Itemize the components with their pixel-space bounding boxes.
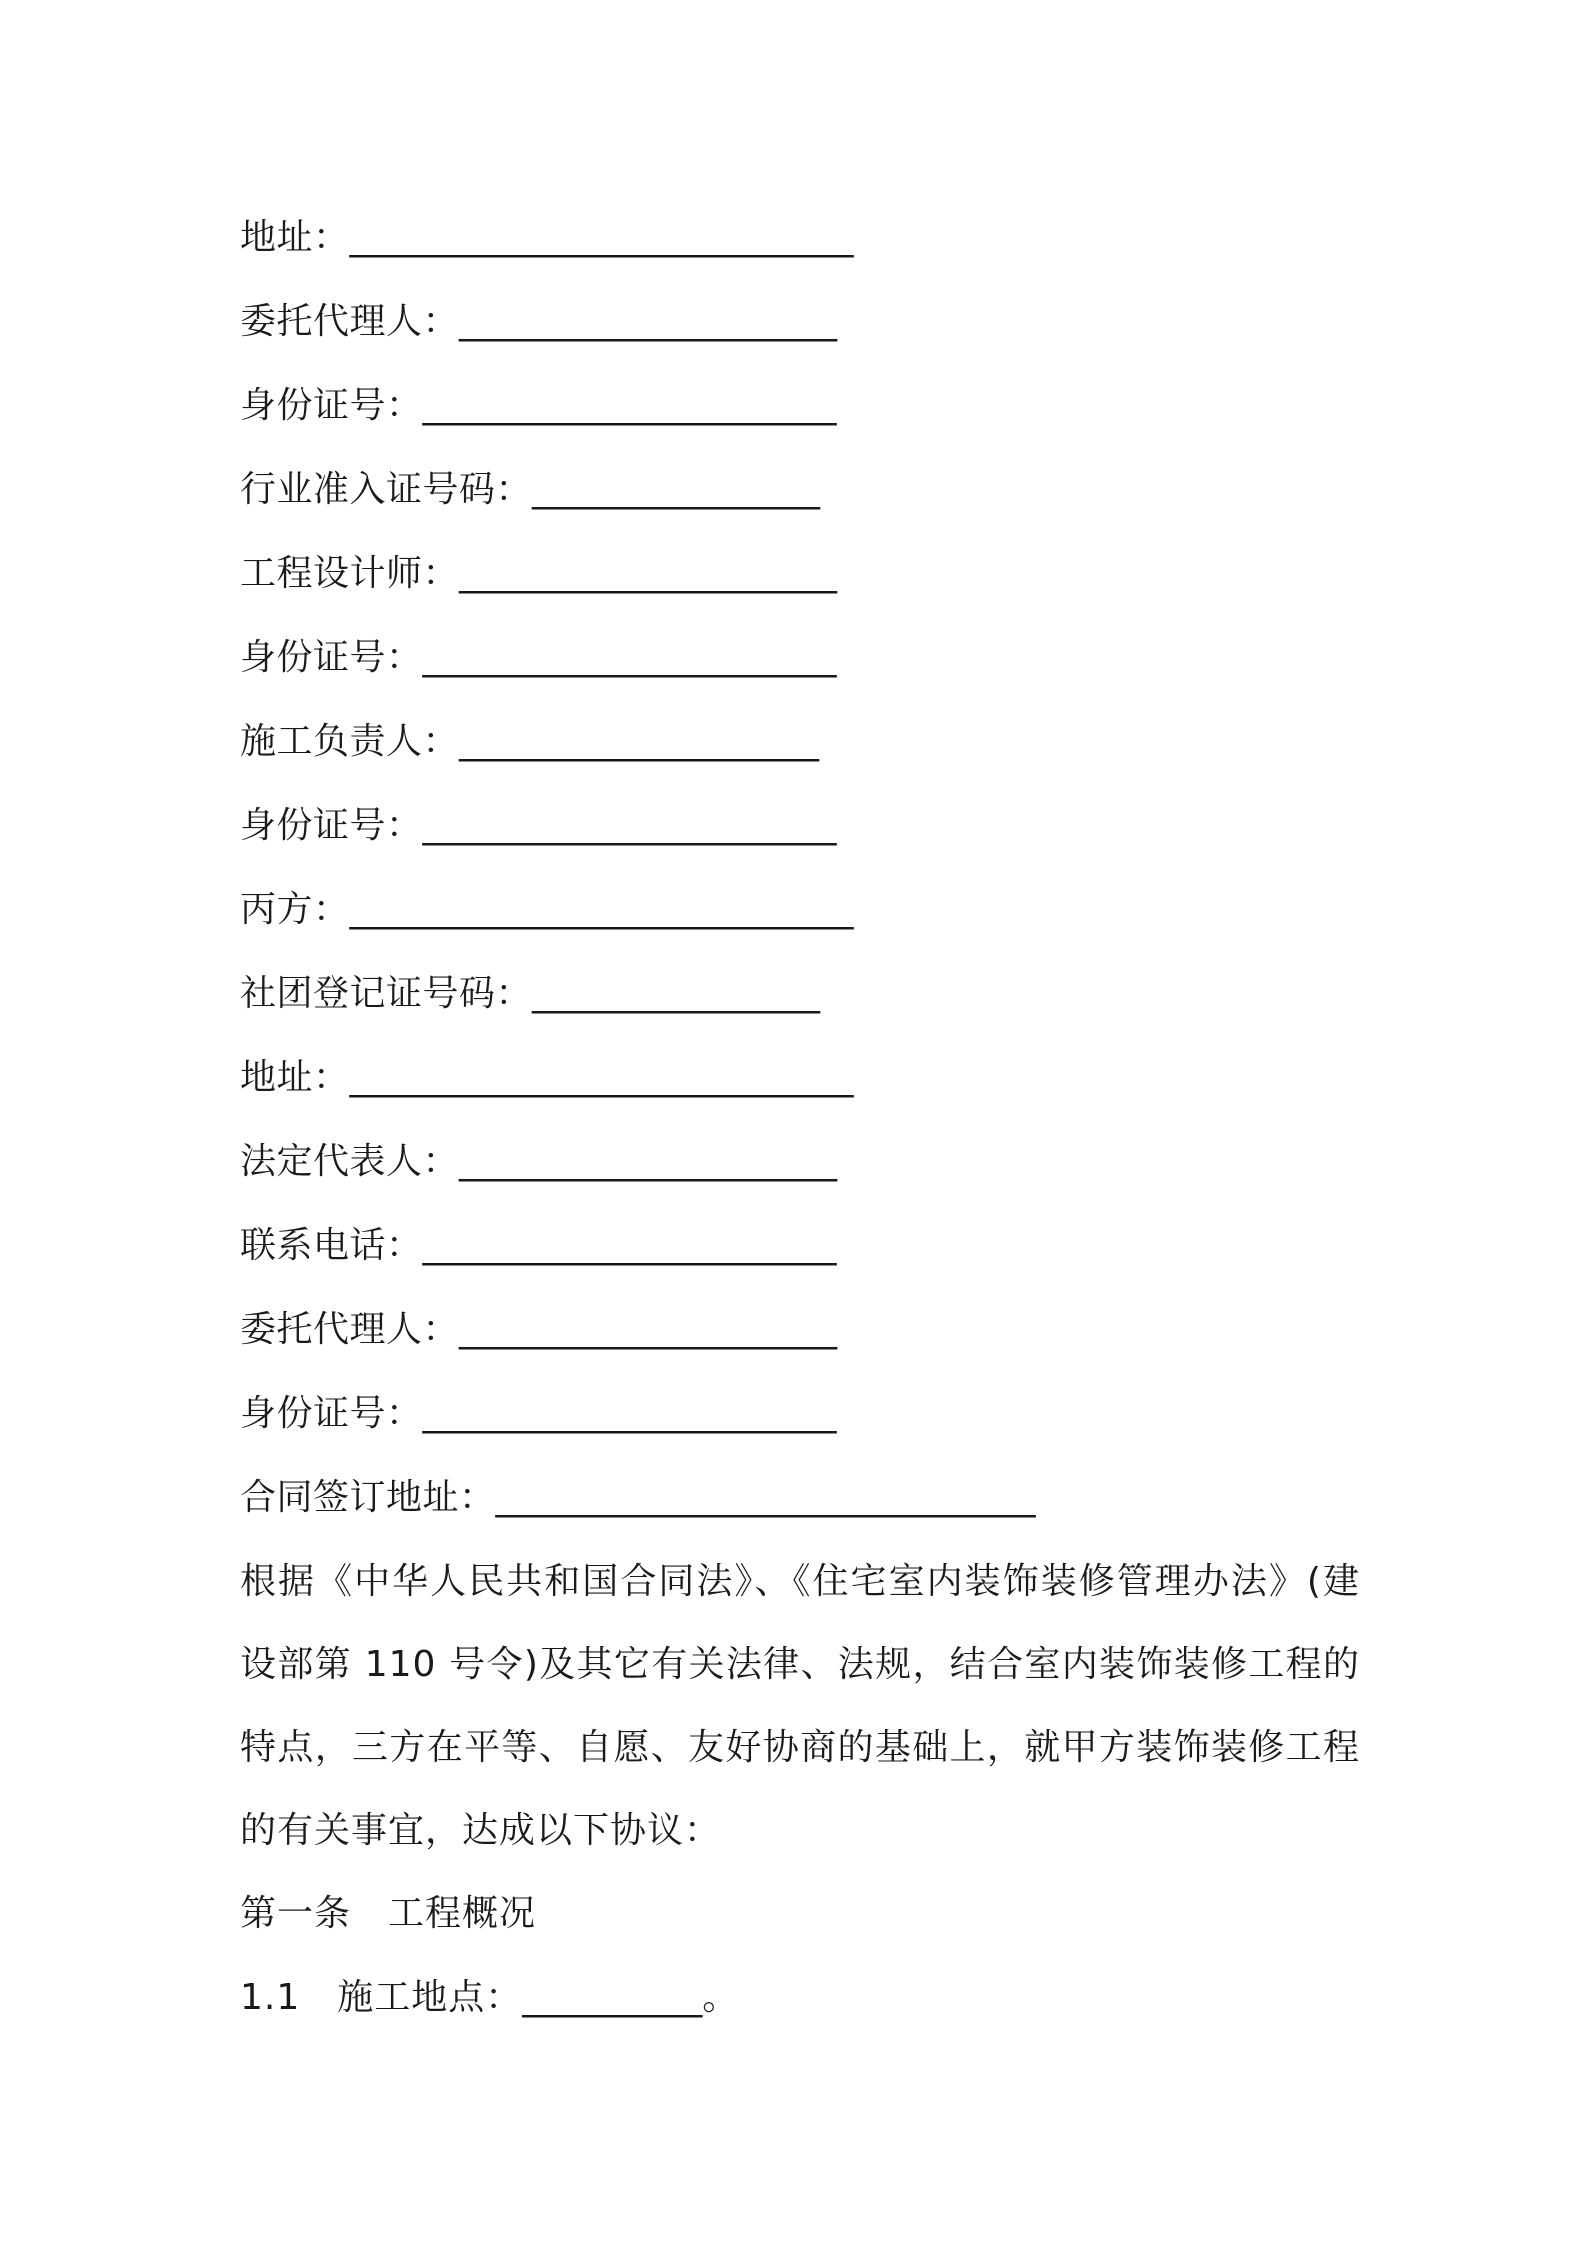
field-label: 委托代理人： [240,301,460,342]
preamble-paragraph: 根据《中华人民共和国合同法》、《住宅室内装饰装修管理办法》(建设部第 110 号令)及其它有关法律、法规，结合室内装饰装修工程的特点，三方在平等、自愿、友好协商的基础上，就甲方装饰装修工程的有关事宜，达成以下协议： [240,1561,1360,1851]
form-field-phone [240,1204,1360,1288]
form-field-agent [240,280,1360,364]
field-label: 身份证号： [240,385,423,426]
form-field-id-number [240,616,1360,700]
field-blank[interactable]: ____________________________ [349,217,854,258]
field-label: 行业准入证号码： [240,469,533,510]
field-blank[interactable]: _______________________ [422,637,837,678]
field-blank[interactable]: ____________________________ [349,889,854,930]
form-field-signing-address [240,1456,1360,1540]
clause-end-mark: 。 [702,1977,740,2018]
field-blank[interactable]: _____________________ [459,1309,838,1350]
clause-spacer [300,1977,337,2018]
field-blank[interactable]: _____________________ [459,301,838,342]
form-field-construction-lead [240,700,1360,784]
field-label: 身份证号： [240,805,423,846]
form-field-id-number [240,784,1360,868]
form-field-registration-number [240,952,1360,1036]
field-blank[interactable]: _______________________ [422,1225,837,1266]
field-blank[interactable]: _____________________ [459,1141,838,1182]
field-label: 身份证号： [240,1393,423,1434]
field-blank[interactable]: ____________________ [459,721,820,762]
field-label: 地址： [240,1057,350,1098]
field-blank[interactable]: _____________________ [459,553,838,594]
field-blank[interactable]: ____________________________ [349,1057,854,1098]
field-label: 联系电话： [240,1225,423,1266]
form-field-legal-rep [240,1120,1360,1204]
field-label: 社团登记证号码： [240,973,533,1014]
field-label: 丙方： [240,889,350,930]
form-field-party-c [240,868,1360,952]
field-label: 地址： [240,217,350,258]
field-blank[interactable]: ________________ [532,973,821,1014]
field-label: 工程设计师： [240,553,460,594]
form-field-agent [240,1288,1360,1372]
field-blank[interactable]: _______________________ [422,1393,837,1434]
clause-number: 1.1 [240,1977,301,2018]
field-blank[interactable]: ________________ [532,469,821,510]
form-field-id-number [240,364,1360,448]
form-field-address [240,196,1360,280]
field-label: 合同签订地址： [240,1477,496,1518]
article-heading: 第一条 工程概况 [240,1893,537,1934]
form-field-industry-license [240,448,1360,532]
field-label: 身份证号： [240,637,423,678]
clause-label: 施工地点： [337,1977,523,2018]
field-label: 法定代表人： [240,1141,460,1182]
document-content [240,196,1360,2040]
form-field-designer [240,532,1360,616]
field-label: 委托代理人： [240,1309,460,1350]
clause-construction-site [240,1956,1360,2040]
field-blank[interactable]: __________ [522,1977,703,2018]
form-field-id-number [240,1372,1360,1456]
field-label: 施工负责人： [240,721,460,762]
form-field-address [240,1036,1360,1120]
field-blank[interactable]: _______________________ [422,385,837,426]
field-blank[interactable]: _______________________ [422,805,837,846]
field-blank[interactable]: ______________________________ [495,1477,1036,1518]
